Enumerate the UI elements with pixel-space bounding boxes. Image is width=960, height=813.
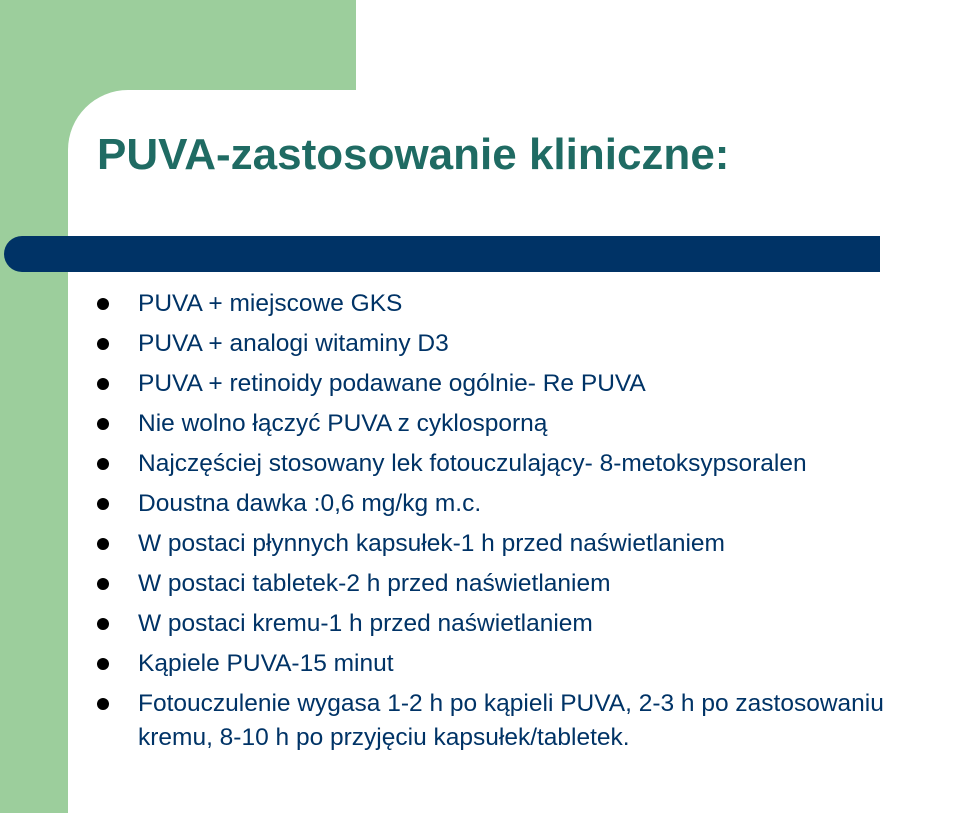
title-divider-bar <box>4 236 880 272</box>
bullet-dot-icon <box>97 458 109 470</box>
bullet-item <box>0 687 938 755</box>
bullet-text: W postaci płynnych kapsułek-1 h przed naświetlaniem <box>138 530 725 557</box>
bullet-text: Nie wolno łączyć PUVA z cyklosporną <box>138 410 548 437</box>
slide-title: PUVA-zastosowanie kliniczne: <box>97 130 730 179</box>
bullet-dot-icon <box>97 338 109 350</box>
bullet-item <box>0 564 938 604</box>
bullet-text: Fotouczulenie wygasa 1-2 h po kąpieli PUVA, 2-3 h po zastosowaniu kremu, 8-10 h po przyjęciu kapsułek/tabletek. <box>138 690 884 751</box>
bullet-dot-icon <box>97 618 109 630</box>
bullet-text: Doustna dawka :0,6 mg/kg m.c. <box>138 490 482 517</box>
bullet-text: PUVA + miejscowe GKS <box>138 290 403 317</box>
bullet-item <box>0 604 938 644</box>
bullet-item <box>0 484 938 524</box>
bullet-item <box>0 324 938 364</box>
bullet-dot-icon <box>97 538 109 550</box>
bullet-text: W postaci tabletek-2 h przed naświetlaniem <box>138 570 611 597</box>
bullet-dot-icon <box>97 418 109 430</box>
bullet-item <box>0 404 938 444</box>
bullet-list <box>0 284 938 755</box>
bullet-dot-icon <box>97 698 109 710</box>
bullet-text: W postaci kremu-1 h przed naświetlaniem <box>138 610 593 637</box>
bullet-text: PUVA + analogi witaminy D3 <box>138 330 449 357</box>
bullet-dot-icon <box>97 298 109 310</box>
bullet-dot-icon <box>97 578 109 590</box>
bullet-text: Kąpiele PUVA-15 minut <box>138 650 394 677</box>
bullet-text: Najczęściej stosowany lek fotouczulający- 8-metoksypsoralen <box>138 450 807 477</box>
bullet-item <box>0 364 938 404</box>
bullet-dot-icon <box>97 658 109 670</box>
bullet-item <box>0 444 938 484</box>
bullet-item <box>0 524 938 564</box>
bullet-dot-icon <box>97 498 109 510</box>
bullet-dot-icon <box>97 378 109 390</box>
bullet-item <box>0 284 938 324</box>
bullet-text: PUVA + retinoidy podawane ogólnie- Re PUVA <box>138 370 646 397</box>
bullet-item <box>0 644 938 684</box>
